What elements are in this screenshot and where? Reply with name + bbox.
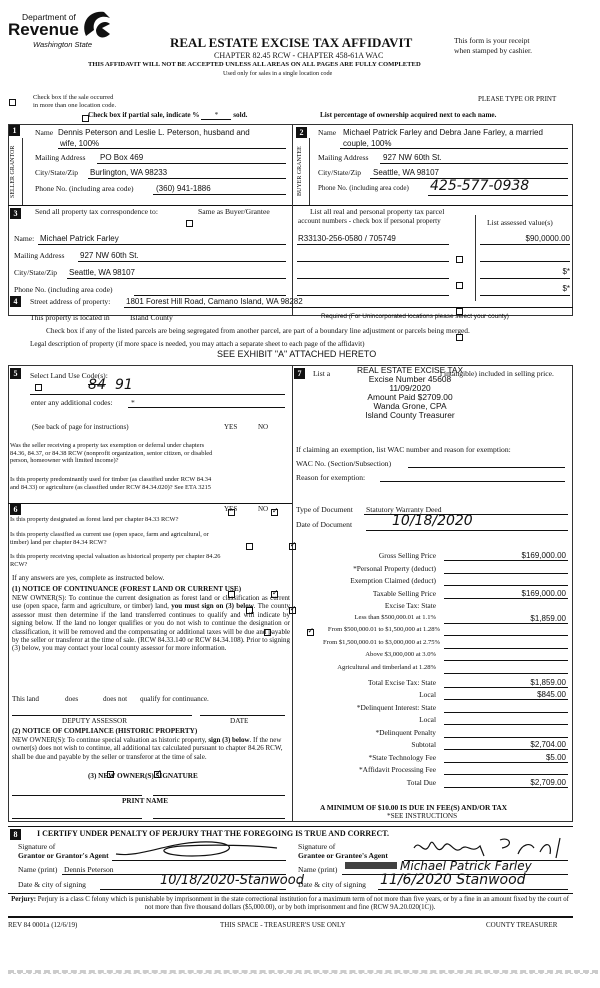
exemption-no-checkbox[interactable] bbox=[271, 509, 278, 516]
calc-value-field[interactable]: $2,709.00 bbox=[530, 777, 566, 787]
personal-property-checkbox[interactable] bbox=[456, 282, 463, 289]
wac-number-field[interactable] bbox=[408, 467, 565, 468]
multi-location-checkbox[interactable] bbox=[9, 99, 16, 106]
buyer-name-field[interactable]: Michael Patrick Farley and Debra Jane Farley, a married bbox=[343, 128, 543, 137]
print-name-1[interactable] bbox=[12, 818, 142, 819]
calc-label: Less than $500,000.01 at 1.1% bbox=[354, 613, 436, 621]
seller-phone-field[interactable]: (360) 941-1886 bbox=[156, 184, 211, 193]
timber-no-checkbox[interactable] bbox=[289, 543, 296, 550]
grantor-signature[interactable] bbox=[112, 838, 282, 860]
legal-description-field[interactable]: SEE EXHIBIT "A" ATTACHED HERETO bbox=[217, 349, 377, 359]
grantee-date-city-field[interactable]: 11/6/2020 Stanwood bbox=[380, 872, 526, 888]
assessed-value-field[interactable]: $* bbox=[562, 284, 570, 293]
calc-label: From $1,500,000.01 to $3,000,000 at 2.75% bbox=[322, 638, 440, 646]
same-as-buyer-checkbox[interactable] bbox=[186, 220, 193, 227]
exemption-reason-field[interactable] bbox=[380, 481, 565, 482]
seller-city-field[interactable]: Burlington, WA 98233 bbox=[90, 168, 168, 177]
tax-correspondence-section: 3 Send all property tax correspondence to: Same as Buyer/Grantee Name: Michael Patrick Farley Mailing Address 927 NW 60th St. City/State/Zip Seattle, WA 98107 Phone No. (including area code) List all real and personal property tax parcel account numbers - check box if personal property List assessed value(s) R33130-256-0580 / 705749 $90,0000.00 $* $* bbox=[0, 9, 600, 54]
calc-label: *Delinquent Interest: State bbox=[356, 702, 436, 712]
buyer-address-field[interactable]: 927 NW 60th St. bbox=[383, 153, 442, 162]
county-select[interactable]: Island County bbox=[130, 313, 173, 322]
calc-label: Local bbox=[419, 715, 436, 724]
calc-label: Subtotal bbox=[411, 740, 436, 749]
calc-label: Local bbox=[419, 690, 436, 699]
personal-property-checkbox[interactable] bbox=[456, 256, 463, 263]
partial-percent-field[interactable]: * bbox=[201, 111, 231, 120]
grantee-name-field[interactable]: Michael Patrick Farley bbox=[400, 859, 532, 873]
parcel-number-field[interactable] bbox=[297, 295, 449, 296]
forest-land-section: 6 YES NO Is this property designated as forest land per chapter 84.33 RCW? ✓ Is this property classified as current use (open space, farm and agricultural, or timber) land per chapter 84.34 RCW? ✓ Is this property receiving special valuation as historical property per chapter 84.26 RCW? ✓ If any answers are yes, complete as instructed below. (1) NOTICE OF CONTINUANCE (FOREST LAND OR CURRENT USE) NEW OWNER(S): To continue the current designation as forest land or classification as current use (open space, farm and agriculture, or timber) land, you must sign on (3) below. The county assessor must then determine if the land transferred continues to qualify and will indicate by signing below. If the land no longer qualifies or you do not wish to continue the designation or classification, it will be removed and the compensating or additional taxes will be due and payable by the seller or transferor at the time of sale. (RCW 84.33.140 or RCW 84.34.108). Prior to signing (3) below, you may contact your local county assessor for more information. This land does ✓ does not qualify for continuance. DEPUTY ASSESSOR DATE (2) NOTICE OF COMPLIANCE (HISTORIC PROPERTY) NEW OWNER(S): To continue special valuation as historic property, sign (3) below. If the new owner(s) does not wish to continue, all additional tax calculated pursuant to chapter 84.26 RCW, shall be due and payable by the seller or transferor at the time of sale. (3) NEW OWNER(S) SIGNATURE PRINT NAME bbox=[0, 72, 600, 81]
parcel-number-field[interactable] bbox=[297, 261, 449, 262]
calc-label: From $500,000.01 to $1,500,000 at 1.28% bbox=[327, 626, 440, 633]
parcel-number-field[interactable] bbox=[297, 278, 449, 279]
timber-yes-checkbox[interactable] bbox=[246, 543, 253, 550]
correspondence-address-field[interactable]: 927 NW 60th St. bbox=[80, 251, 139, 260]
seller-address-field[interactable]: PO Box 469 bbox=[100, 153, 144, 162]
new-owner-signature-2[interactable] bbox=[153, 795, 285, 796]
redacted-mark bbox=[345, 862, 397, 869]
document-type-field[interactable]: Statutory Warranty Deed bbox=[366, 505, 442, 514]
calc-label: Excise Tax: State bbox=[384, 601, 436, 610]
calc-label: Gross Selling Price bbox=[378, 551, 436, 560]
land-use-section: 5 Select Land Use Code(s): 84 91 enter any additional codes: * (See back of page for instructions) YES NO Was the seller receiving a property tax exemption or deferral under chapters 84.36, 84.37, or 84.38 RCW (nonprofit organization, senior citizen, or disabled person, homeowner with limited income)? ✓ Is this property predominantly used for timber (as classified under RCW 84.34 and 84.33) or agriculture (as classified under RCW 84.34.020)? See ETA 3215 ✓ bbox=[0, 63, 600, 72]
calc-value-field[interactable]: $845.00 bbox=[537, 690, 566, 699]
grantor-date-city-field[interactable]: 10/18/2020-Stanwood bbox=[160, 873, 304, 888]
calc-label: Agricultural and timberland at 1.28% bbox=[337, 663, 436, 671]
buyer-phone-field[interactable]: 425-577-0938 bbox=[430, 178, 530, 194]
parcel-number-field[interactable]: R33130-256-0580 / 705749 bbox=[298, 234, 396, 243]
street-address-field[interactable]: 1801 Forest Hill Road, Camano Island, WA 98282 bbox=[126, 297, 303, 306]
correspondence-city-field[interactable]: Seattle, WA 98107 bbox=[69, 268, 135, 277]
calc-label: *Affidavit Processing Fee bbox=[358, 765, 436, 774]
form-title: REAL ESTATE EXCISE TAX AFFIDAVIT bbox=[170, 35, 413, 50]
calc-label: *State Technology Fee bbox=[368, 752, 436, 762]
calc-label: Exemption Claimed (deduct) bbox=[350, 576, 436, 585]
calc-label: Total Excise Tax: State bbox=[368, 677, 436, 687]
additional-codes-field[interactable]: * bbox=[131, 398, 135, 407]
logo-swoosh-icon bbox=[80, 8, 114, 40]
calc-label: Total Due bbox=[406, 777, 436, 787]
calc-label: *Personal Property (deduct) bbox=[353, 563, 436, 573]
calc-value-field[interactable]: $169,000.00 bbox=[521, 551, 566, 560]
correspondence-phone-field[interactable] bbox=[134, 295, 286, 296]
calc-value-field[interactable]: $169,000.00 bbox=[521, 588, 566, 598]
grantee-signature[interactable] bbox=[410, 834, 570, 862]
calc-value-field[interactable]: $1,859.00 bbox=[530, 677, 566, 687]
calc-label: Above $3,000,000 at 3.0% bbox=[365, 651, 436, 658]
treasurer-stamp: REAL ESTATE EXCISE TAX Excise Number 45608 11/09/2020 Amount Paid $2709.00 Wanda Grone, CPA Island County Treasurer bbox=[356, 365, 464, 420]
buyer-city-field[interactable]: Seattle, WA 98107 bbox=[373, 168, 439, 177]
land-use-code-field[interactable]: 91 bbox=[115, 377, 133, 393]
assessed-value-field[interactable]: $90,0000.00 bbox=[525, 234, 570, 243]
calc-label: Taxable Selling Price bbox=[372, 588, 436, 598]
seller-name-field[interactable]: Dennis Peterson and Leslie L. Peterson, husband and bbox=[58, 128, 250, 137]
assessor-date-field[interactable] bbox=[200, 715, 285, 716]
print-name-2[interactable] bbox=[153, 818, 285, 819]
calc-value-field[interactable]: $1,859.00 bbox=[530, 613, 566, 623]
grantor-name-field[interactable]: Dennis Peterson bbox=[64, 865, 114, 874]
new-owner-signature-1[interactable] bbox=[12, 795, 142, 796]
correspondence-name-field[interactable]: Michael Patrick Farley bbox=[40, 234, 119, 243]
deputy-assessor-signature[interactable] bbox=[12, 715, 192, 716]
calc-value-field[interactable]: $2,704.00 bbox=[530, 740, 566, 749]
property-address-section: 4 Street address of property: 1801 Forest Hill Road, Camano Island, WA 98282 This property is located in Island County Required (For Unincorporated locations please select your county) Check box if any of the listed parcels are being segregated from another parcel, are part of a boundary line adjustment or parcels being merged. Legal description of property (if more space is needed, you may attach a separate sheet to each page of the affidavit) SEE EXHIBIT "A" ATTACHED HERETO bbox=[0, 54, 600, 63]
calc-label: *Delinquent Penalty bbox=[375, 727, 436, 737]
document-date-field[interactable]: 10/18/2020 bbox=[392, 513, 473, 529]
calc-value-field[interactable]: $5.00 bbox=[545, 752, 566, 762]
assessed-value-field[interactable]: $* bbox=[562, 267, 570, 276]
